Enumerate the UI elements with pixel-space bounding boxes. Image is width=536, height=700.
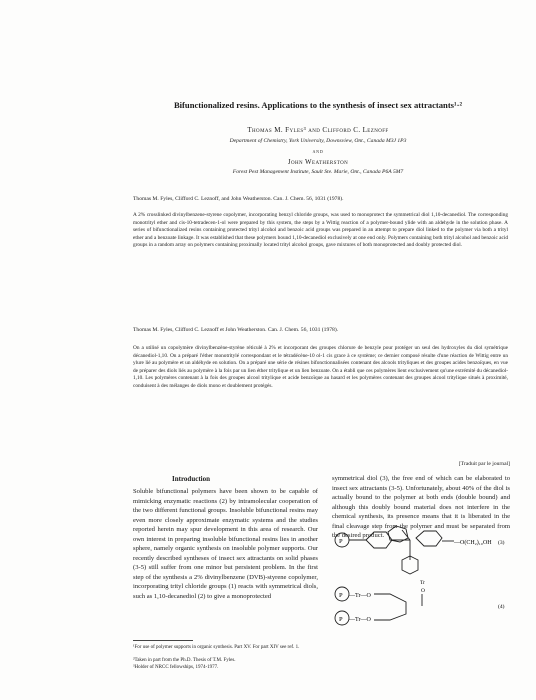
- abstract-english: A 2% crosslinked divinylbenzene-styrene copolymer, incorporating benzyl chloride groups, was used to monoprotect the symmetrical diol 1,10-decanediol. The corresponding monotrityl ether and cis-10-tetradecen-1-ol were prepared by this system, the steps by a Wittig reaction of a polymer-bound ylide with an aldehyde in the solution phase. A series of bifunctionalized resins containing protected trityl alcohol and benzoic acid groups was prepared in an attempt to prepare diol linked to the polymer via both a trityl ether and a benzoate linkage. It was established that these polymers bound 1,10-decanediol exclusively at one end only. Polymers containing both trityl alcohol and benzoic acid groups in a random array on polymers containing proximally located trityl alcohol groups, gave mixtures of both monoprotected and doubly protected diol.: [133, 212, 508, 248]
- intro-left-column: Soluble bifunctional polymers have been shown to be capable of mimicking enzymatic reactions (2) by intramolecular cooperation of the two different functional groups. Insoluble bifunctional resins may even more closely approximate enzymatic systems and the studies reported herein may spur development in this area of research. Our own interest in preparing insoluble bifunctional resins lies in another sphere, namely organic synthesis on insoluble polymer supports. Our recently described syntheses of insect sex attractants on solid phases (3-5) still suffer from one minor but persistent problem. In the first step of the synthesis a 2% divinylbenzene (DVB)-styrene copolymer, incorporating trityl chloride groups (1) reacts with symmetrical diols, such as 1,10-decanediol (2) to give a monoprotected: [133, 488, 318, 600]
- footnote-2: ²Taken in part from the Ph.D. Thesis of T.M. Fyles.: [133, 658, 236, 663]
- substituent-label: —O(CH₂)₁₀OH: [454, 540, 492, 546]
- footnote-rule: [133, 640, 193, 641]
- footnote-1: ¹For use of polymer supports in organic synthesis. Part XV. For part XIV see ref. 1.: [133, 645, 300, 650]
- o-label: O: [421, 588, 425, 594]
- section-introduction: Introduction: [172, 475, 210, 483]
- affiliation-york: Department of Chemistry, York University, Downsview, Ont., Canada M3J 1P3: [229, 138, 407, 144]
- article-title: Bifunctionalized resins. Applications to the synthesis of insect sex attractants¹·²: [173, 100, 463, 110]
- compound-number-4: (4): [498, 604, 505, 610]
- translation-note: [Traduit par le journal]: [458, 461, 510, 467]
- polymer-label-bot: P: [339, 616, 343, 623]
- chemical-structure-figure: [330, 524, 514, 634]
- tr-label: Tr: [420, 580, 425, 586]
- citation-french: Thomas M. Fyles, Clifford C. Leznoff et John Weatherston. Can. J. Chem. 56, 1031 (1978).: [133, 327, 339, 333]
- abstract-french: On a utilisé un copolymère divinylbenzène-styrène réticulé à 2% et incorporant des groupes chlorure de benzyle pour protéger un seul des hydroxyles du diol symétrique décanediol-1,10. On a préparé l'éther monotritylé correspondant et le tétradécène-10 ol-1 cis grace à ce système; ce dernier composé résulte d'une réaction de Wittig entre un ylure lié au polymère et un aldéhyde en solution. On a préparé une série de résines bifonctionnalisées contenant des alcools trityliques et des groupes acides benzoïques, en vue de préparer des diols liés au polymère à la fois par un lien éther tritylique et un lien benzoate. On a établi que ces polymères lient exclusivement qu'une extrémité du décanediol-1,10. Les polymères contenant à la fois des groupes alcool tritylique et acide benzoïque au hasard et les polymères contenant des groupes alcool tritylique situés à proximité, conduisent à des mélanges de diols mono et doublement protégés.: [133, 345, 508, 389]
- author-weatherston: John Weatherston: [287, 158, 349, 166]
- polymer-label-mid: P: [339, 592, 343, 599]
- authors-line: Thomas M. Fyles³ and Clifford C. Leznoff: [247, 126, 389, 134]
- intro-right-column: symmetrical diol (3), the free end of which can be elaborated to insect sex attractants (3-5). Unfortunately, about 40% of the diol is actually bound to the polymer at both ends (double bound) and although this doubly bound material does not interfere in the chemical synthesis, its presence means that it is liberated in the final cleavage step from the polymer and must be separated from the desired product.: [332, 475, 510, 539]
- tr-o-line-2: —Tr—O: [349, 617, 371, 623]
- tr-o-line-1: —Tr—O: [349, 593, 371, 599]
- citation-english: Thomas M. Fyles, Clifford C. Leznoff, and John Weatherston. Can. J. Chem. 56, 1031 (1978).: [133, 196, 344, 202]
- affiliation-forest: Forest Pest Management Institute, Sault Ste. Marie, Ont., Canada P6A 5M7: [232, 169, 404, 175]
- footnote-3: ³Holder of NRCC fellowships, 1974-1977.: [133, 665, 219, 670]
- compound-number-3: (3): [498, 540, 505, 546]
- polymer-label-top: P: [339, 538, 343, 545]
- and-separator: and: [312, 149, 324, 155]
